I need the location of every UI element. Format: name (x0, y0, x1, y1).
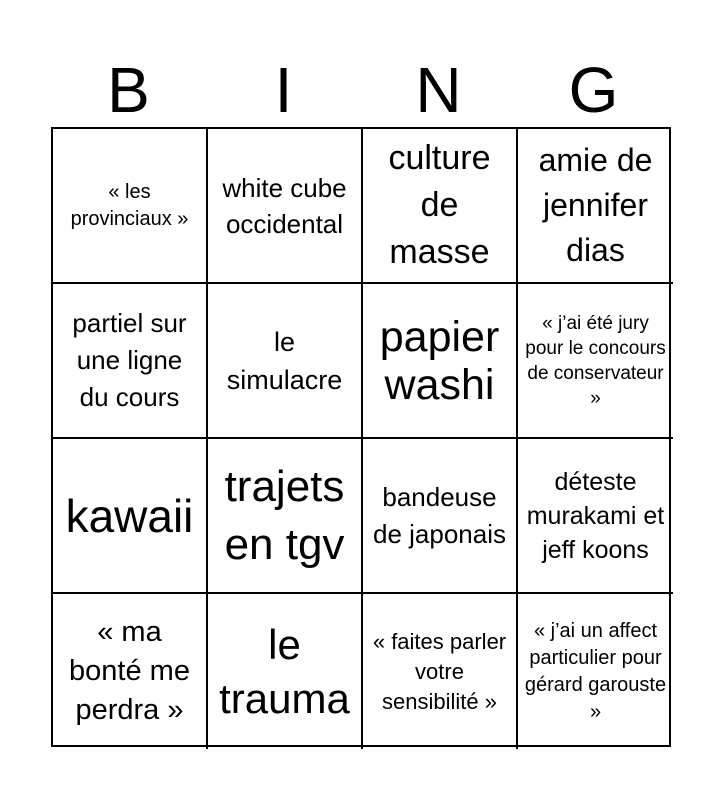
cell-text: culture de masse (388, 139, 491, 271)
cell-text: partiel sur une ligne du cours (72, 308, 187, 412)
cell-text: le trauma (219, 620, 350, 722)
bingo-cell[interactable] (363, 284, 518, 439)
cell-text: déteste murakami et jeff koons (526, 467, 665, 564)
bingo-cell[interactable] (208, 439, 363, 594)
cell-text: bandeuse de japonais (373, 481, 506, 549)
bingo-cell[interactable] (363, 594, 518, 749)
cell-text: « ma bonté me perdra » (69, 616, 190, 726)
bingo-cell[interactable] (53, 594, 208, 749)
cell-text: le simulacre (226, 326, 343, 395)
bingo-cell[interactable] (53, 439, 208, 594)
cell-text: kawaii (65, 489, 194, 542)
bingo-cell[interactable] (53, 284, 208, 439)
cell-text: « j’ai été jury pour le concours de conservateur » (525, 312, 666, 409)
bingo-cell[interactable] (518, 129, 673, 284)
bingo-cell[interactable] (518, 594, 673, 749)
bingo-header (51, 52, 671, 128)
cell-text: « faites parler votre sensibilité » (372, 628, 507, 714)
bingo-cell[interactable] (208, 594, 363, 749)
cell-text: white cube occidental (222, 172, 347, 239)
cell-text: « j’ai un affect particulier pour gérard garouste » (524, 619, 667, 723)
bingo-cell[interactable] (363, 129, 518, 284)
header-letter-g: G (568, 54, 619, 126)
cell-text: papier washi (379, 312, 500, 409)
cell-text: amie de jennifer dias (538, 142, 653, 268)
bingo-cell[interactable] (518, 439, 673, 594)
bingo-cell[interactable] (208, 129, 363, 284)
bingo-cell[interactable] (208, 284, 363, 439)
cell-text: « les provinciaux » (70, 180, 189, 230)
bingo-cell[interactable] (518, 284, 673, 439)
header-letter-i: I (274, 54, 293, 126)
bingo-board (51, 127, 671, 747)
bingo-cell[interactable] (363, 439, 518, 594)
cell-text: trajets en tgv (224, 461, 345, 569)
bingo-cell[interactable] (53, 129, 208, 284)
header-letter-n: N (415, 54, 462, 126)
header-letter-b: B (107, 54, 150, 126)
